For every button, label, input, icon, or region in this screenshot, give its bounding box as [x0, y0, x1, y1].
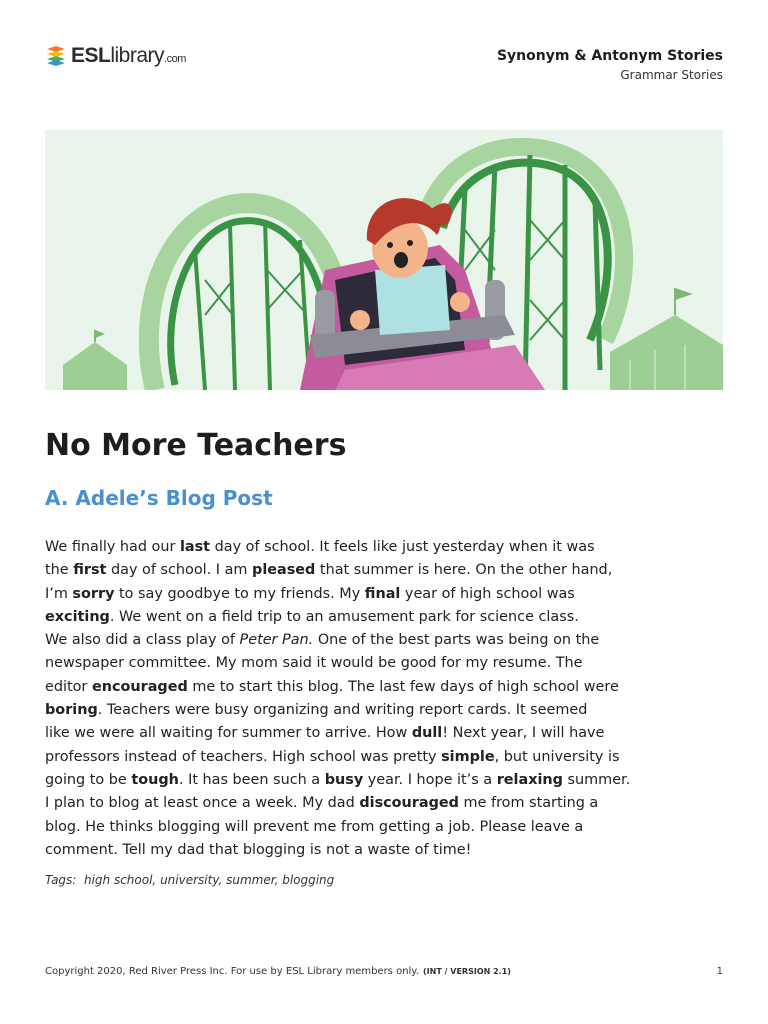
- vocab-word: final: [364, 585, 401, 602]
- body-line: [45, 676, 619, 699]
- body-text-span: . We went on a field trip to an amusement park for science class.: [109, 608, 579, 625]
- body-line: [45, 769, 631, 792]
- body-text-span: year of high school was: [400, 585, 575, 602]
- page-title: No More Teachers: [45, 428, 347, 463]
- logo-com: .com: [164, 53, 186, 65]
- vocab-word: dull: [411, 725, 443, 742]
- body-line: [45, 816, 607, 839]
- body-line: [45, 583, 607, 606]
- header-title: Synonym & Antonym Stories: [496, 48, 723, 64]
- blog-post-body: [45, 536, 631, 862]
- body-line: [45, 559, 613, 582]
- header-subtitle: Grammar Stories: [620, 68, 723, 82]
- body-text-span: Peter Pan.: [239, 632, 314, 649]
- vocab-word: first: [73, 562, 107, 579]
- vocab-word: sorry: [72, 585, 115, 602]
- body-line: [45, 792, 607, 815]
- body-line: [45, 722, 607, 745]
- vocab-word: tough: [131, 771, 179, 788]
- footer-copyright: [45, 966, 511, 977]
- logo-text: [71, 44, 186, 68]
- body-text-span: day of school. It feels like just yesterday when it was: [210, 539, 595, 555]
- copyright-text: Copyright 2020, Red River Press Inc. For use by ESL Library members only.: [45, 966, 419, 977]
- body-text-span: editor: [45, 678, 92, 695]
- tags-label: Tags:: [45, 873, 77, 887]
- body-text-span: ! Next year, I will have: [442, 725, 605, 742]
- logo-brand: ESL: [71, 44, 111, 67]
- body-text-span: , but university is: [494, 748, 620, 765]
- body-text-span: summer.: [562, 771, 631, 788]
- body-text-span: blog. He thinks blogging will prevent me from getting a job. Please leave a: [45, 818, 584, 835]
- version-label: (INT / VERSION 2.1): [422, 967, 511, 976]
- body-line: [45, 839, 607, 862]
- body-text-span: year. I hope it’s a: [363, 771, 497, 788]
- body-line: [45, 536, 607, 559]
- body-text-span: like we were all waiting for summer to arrive. How: [45, 725, 412, 742]
- vocab-word: last: [179, 539, 211, 555]
- roller-coaster-illustration: [45, 130, 723, 390]
- body-text-span: I’m: [45, 585, 73, 602]
- body-text-span: . Teachers were busy organizing and writing report cards. It seemed: [97, 702, 588, 719]
- body-text-span: professors instead of teachers. High school was pretty: [45, 748, 442, 765]
- logo-layers-icon: [45, 45, 67, 67]
- body-line: [45, 699, 607, 722]
- tags-line: [45, 873, 334, 887]
- body-text-span: the: [45, 562, 74, 579]
- vocab-word: pleased: [252, 562, 316, 579]
- body-text-span: One of the best parts was being on the: [313, 632, 600, 649]
- body-text-span: day of school. I am: [106, 562, 253, 579]
- vocab-word: boring: [45, 702, 98, 719]
- body-text-span: I plan to blog at least once a week. My dad: [45, 795, 360, 812]
- body-line: [45, 629, 607, 652]
- page-number: 1: [716, 966, 723, 977]
- body-text-span: We finally had our: [45, 539, 180, 555]
- vocab-word: encouraged: [91, 678, 188, 695]
- vocab-word: discouraged: [359, 795, 459, 812]
- body-text-span: going to be: [45, 771, 132, 788]
- body-text-span: me from starting a: [458, 795, 599, 812]
- body-text-span: We also did a class play of: [45, 632, 240, 649]
- body-text-span: me to start this blog. The last few days of high school were: [187, 678, 619, 695]
- body-line: [45, 652, 607, 675]
- section-heading: A. Adele’s Blog Post: [45, 486, 273, 510]
- tags-values: high school, university, summer, blogging: [83, 873, 335, 887]
- vocab-word: relaxing: [496, 771, 563, 788]
- vocab-word: busy: [324, 771, 364, 788]
- esl-library-logo: [45, 44, 186, 68]
- vocab-word: simple: [441, 748, 495, 765]
- vocab-word: exciting: [45, 608, 110, 625]
- body-text-span: . It has been such a: [178, 771, 325, 788]
- body-line: [45, 746, 620, 769]
- body-text-span: to say goodbye to my friends. My: [114, 585, 365, 602]
- body-text-span: newspaper committee. My mom said it would be good for my resume. The: [45, 655, 583, 672]
- logo-lib: library: [110, 44, 165, 67]
- body-line: [45, 606, 607, 629]
- body-text-span: that summer is here. On the other hand,: [315, 562, 613, 579]
- body-text-span: comment. Tell my dad that blogging is not a waste of time!: [45, 841, 472, 858]
- header: [497, 48, 723, 82]
